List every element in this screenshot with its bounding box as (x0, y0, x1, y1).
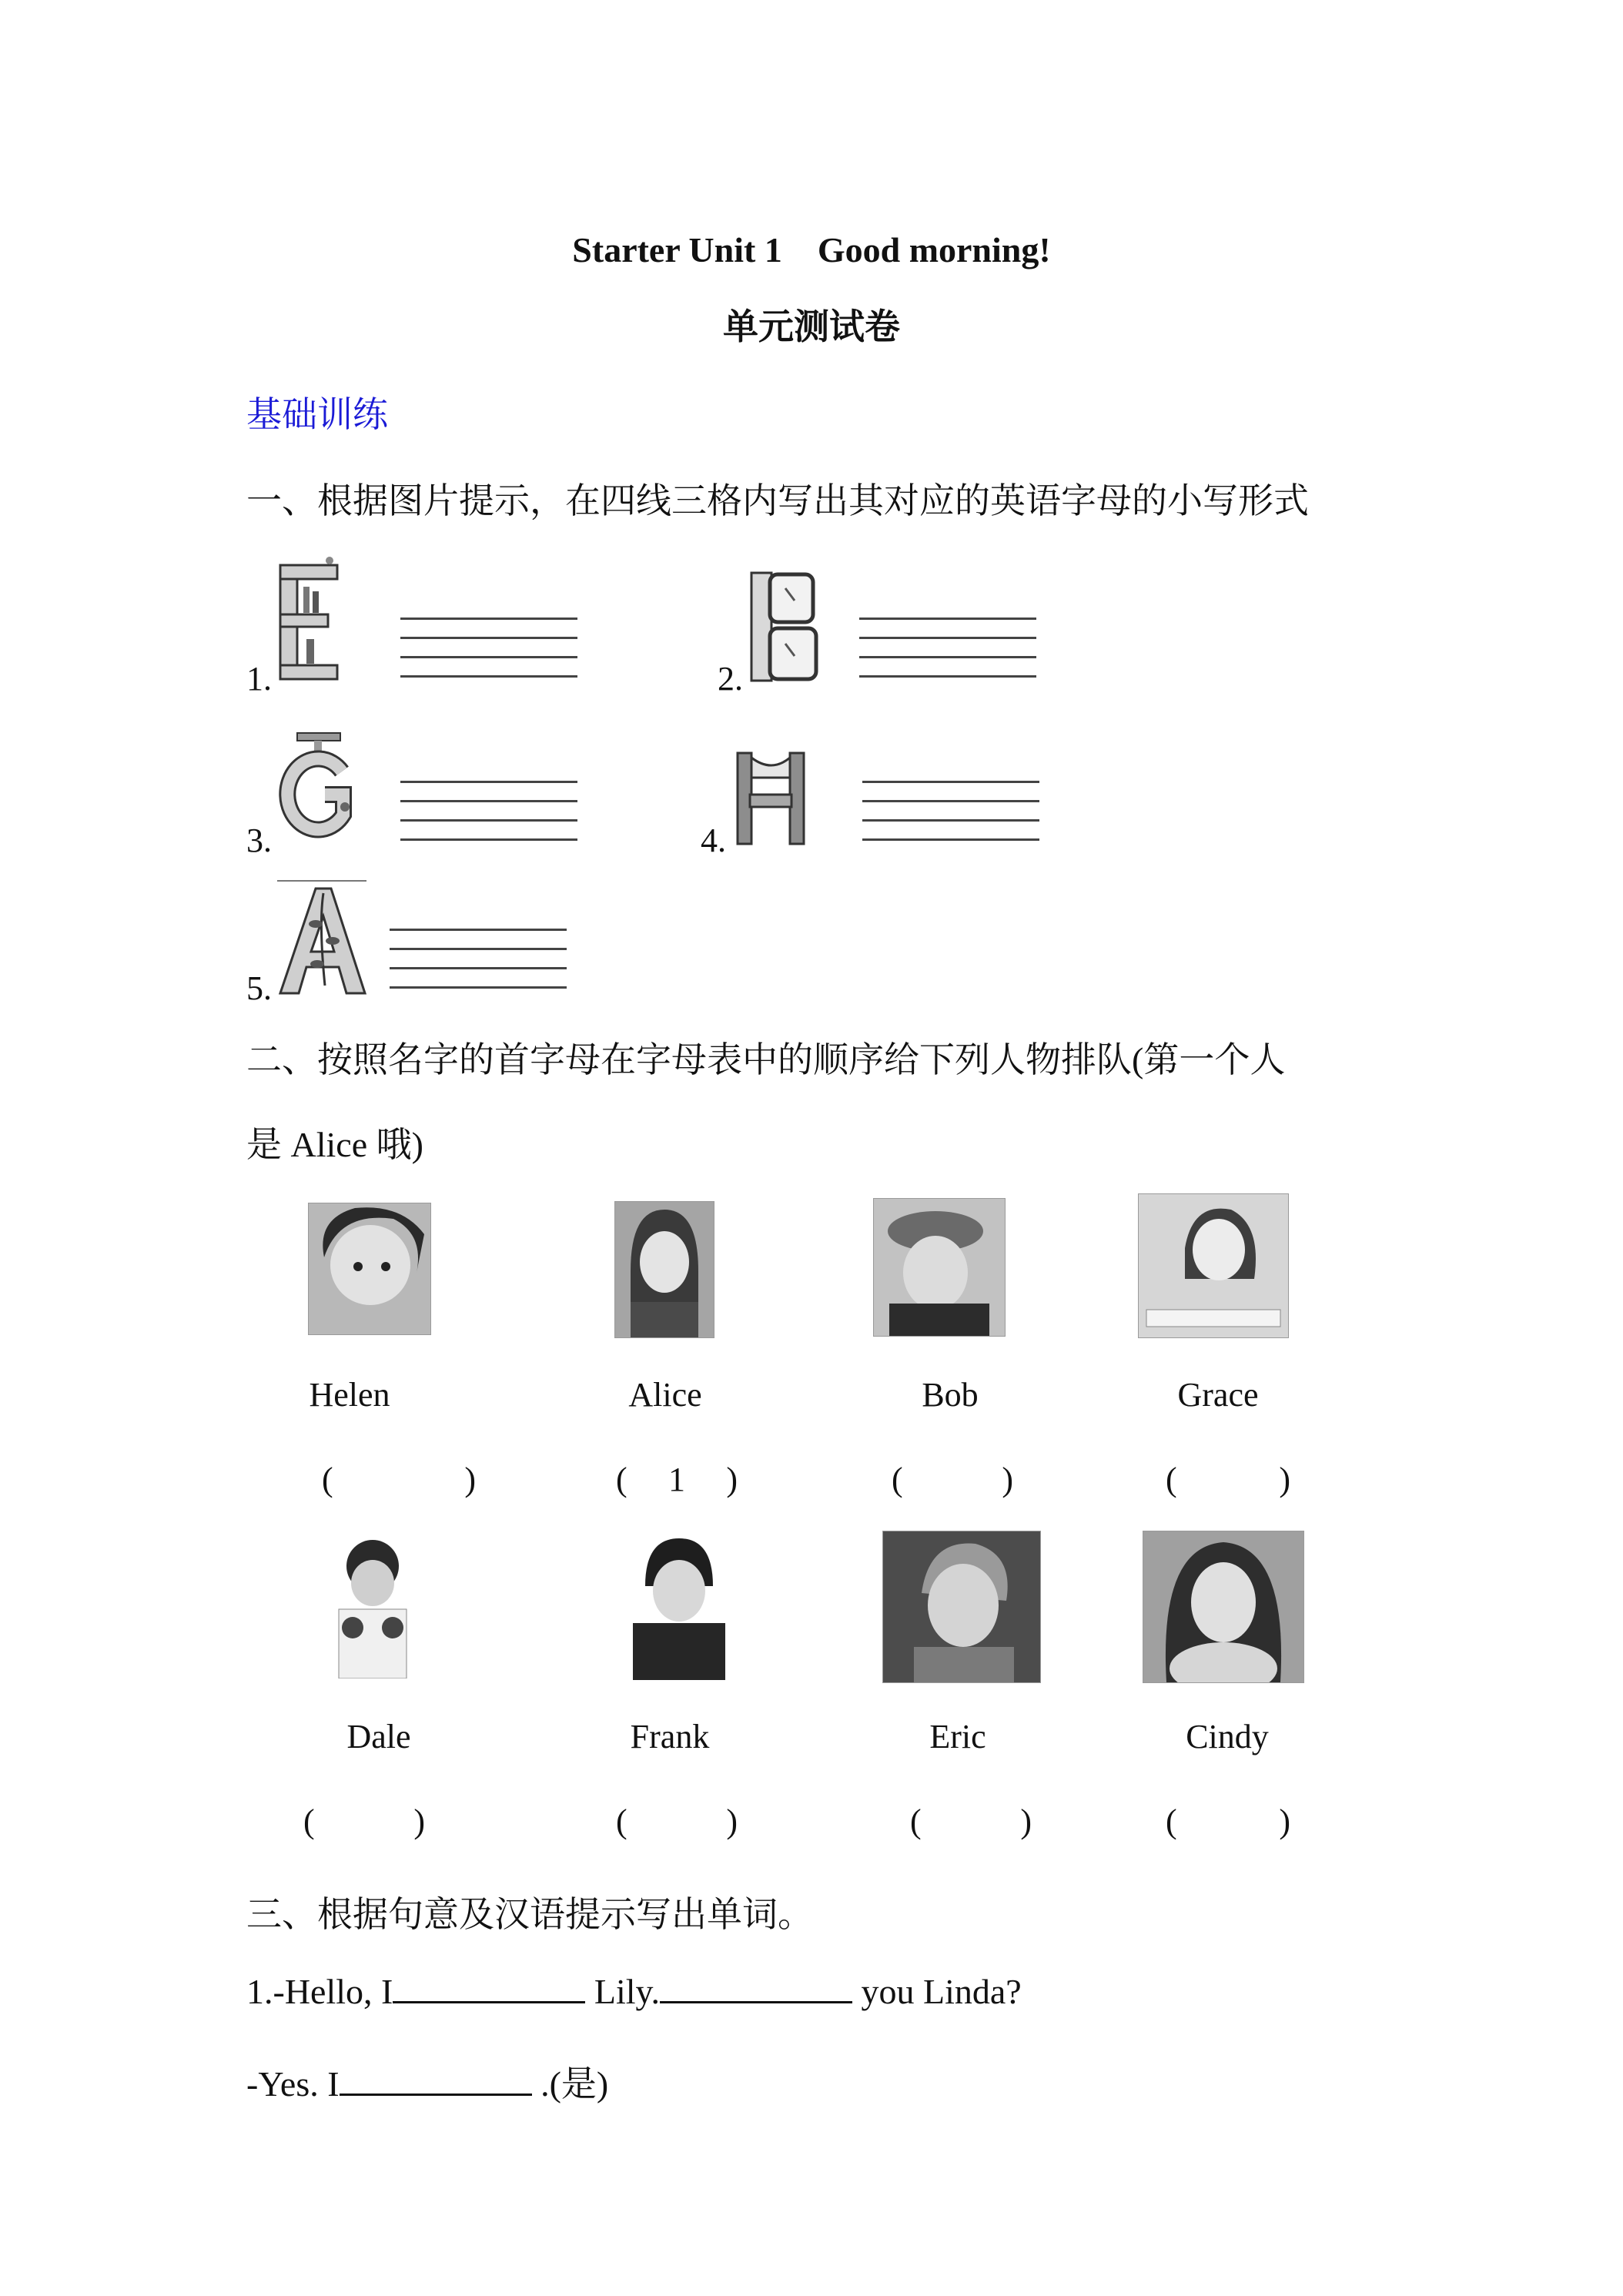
part2-heading-line1: 二、按照名字的首字母在字母表中的顺序给下列人物排队(第一个人 (246, 1040, 1286, 1079)
order-value (922, 1802, 1021, 1841)
person-name: Grace (1177, 1376, 1259, 1414)
section-label: 基础训练 (246, 395, 388, 434)
letter-a-plant-icon (274, 878, 370, 995)
answer-blank[interactable] (393, 1972, 585, 2003)
order-box[interactable]: ( ) (303, 1802, 425, 1840)
photo-helen (308, 1203, 431, 1335)
order-value (1177, 1460, 1280, 1499)
four-line-grid[interactable] (400, 618, 577, 676)
photo-bob (873, 1198, 1006, 1337)
order-value: 1 (668, 1461, 685, 1498)
photo-frank (622, 1532, 733, 1680)
order-value (1177, 1802, 1280, 1841)
item-number: 2. (718, 660, 743, 698)
person-name: Alice (628, 1376, 702, 1414)
page-title: Starter Unit 1 Good morning! (572, 230, 1051, 269)
order-value (315, 1802, 414, 1841)
letter-e-bookshelf-icon (276, 556, 346, 685)
order-box[interactable]: ( ) (910, 1802, 1032, 1840)
order-value (333, 1460, 465, 1499)
item-number: 5. (246, 969, 272, 1007)
order-box[interactable]: ( 1 ) (616, 1461, 738, 1498)
photo-alice (614, 1201, 714, 1338)
person-name: Helen (309, 1376, 390, 1414)
order-value (903, 1460, 1002, 1499)
answer-blank[interactable] (660, 1972, 852, 2003)
photo-cindy (1143, 1531, 1304, 1683)
letter-g-faucet-icon (274, 730, 359, 842)
person-name: Bob (922, 1376, 979, 1414)
order-value (627, 1802, 727, 1841)
order-box[interactable]: ( ) (1166, 1802, 1290, 1840)
part1-heading: 一、根据图片提示，在四线三格内写出其对应的英语字母的小写形式 (246, 481, 1309, 520)
four-line-grid[interactable] (859, 618, 1036, 676)
item-number: 3. (246, 822, 272, 859)
person-name: Cindy (1186, 1718, 1269, 1755)
part3-heading: 三、根据句意及汉语提示写出单词。 (246, 1895, 813, 1934)
part2-heading-line2: 是 Alice 哦) (246, 1125, 423, 1164)
sentence-1: 1.-Hello, I Lily. you Linda? (246, 1972, 1022, 2011)
person-name: Eric (929, 1718, 986, 1755)
order-box[interactable]: ( ) (1166, 1461, 1290, 1498)
order-box[interactable]: ( ) (892, 1461, 1013, 1498)
order-box[interactable]: ( ) (616, 1802, 738, 1840)
sentence-2: -Yes. I .(是) (246, 2064, 609, 2104)
item-number: 1. (246, 660, 272, 698)
four-line-grid[interactable] (862, 781, 1039, 839)
four-line-grid[interactable] (400, 781, 577, 839)
letter-h-chair-icon (735, 747, 808, 847)
answer-blank[interactable] (340, 2064, 532, 2096)
person-name: Dale (346, 1718, 411, 1755)
four-line-grid[interactable] (390, 929, 567, 987)
photo-eric (882, 1531, 1041, 1683)
person-name: Frank (630, 1718, 710, 1755)
item-number: 4. (701, 822, 726, 859)
photo-grace (1138, 1193, 1289, 1338)
page-subtitle: 单元测试卷 (723, 307, 900, 346)
photo-dale (322, 1535, 423, 1678)
order-box[interactable]: ( ) (322, 1461, 476, 1498)
letter-b-glasses-icon (747, 570, 819, 684)
